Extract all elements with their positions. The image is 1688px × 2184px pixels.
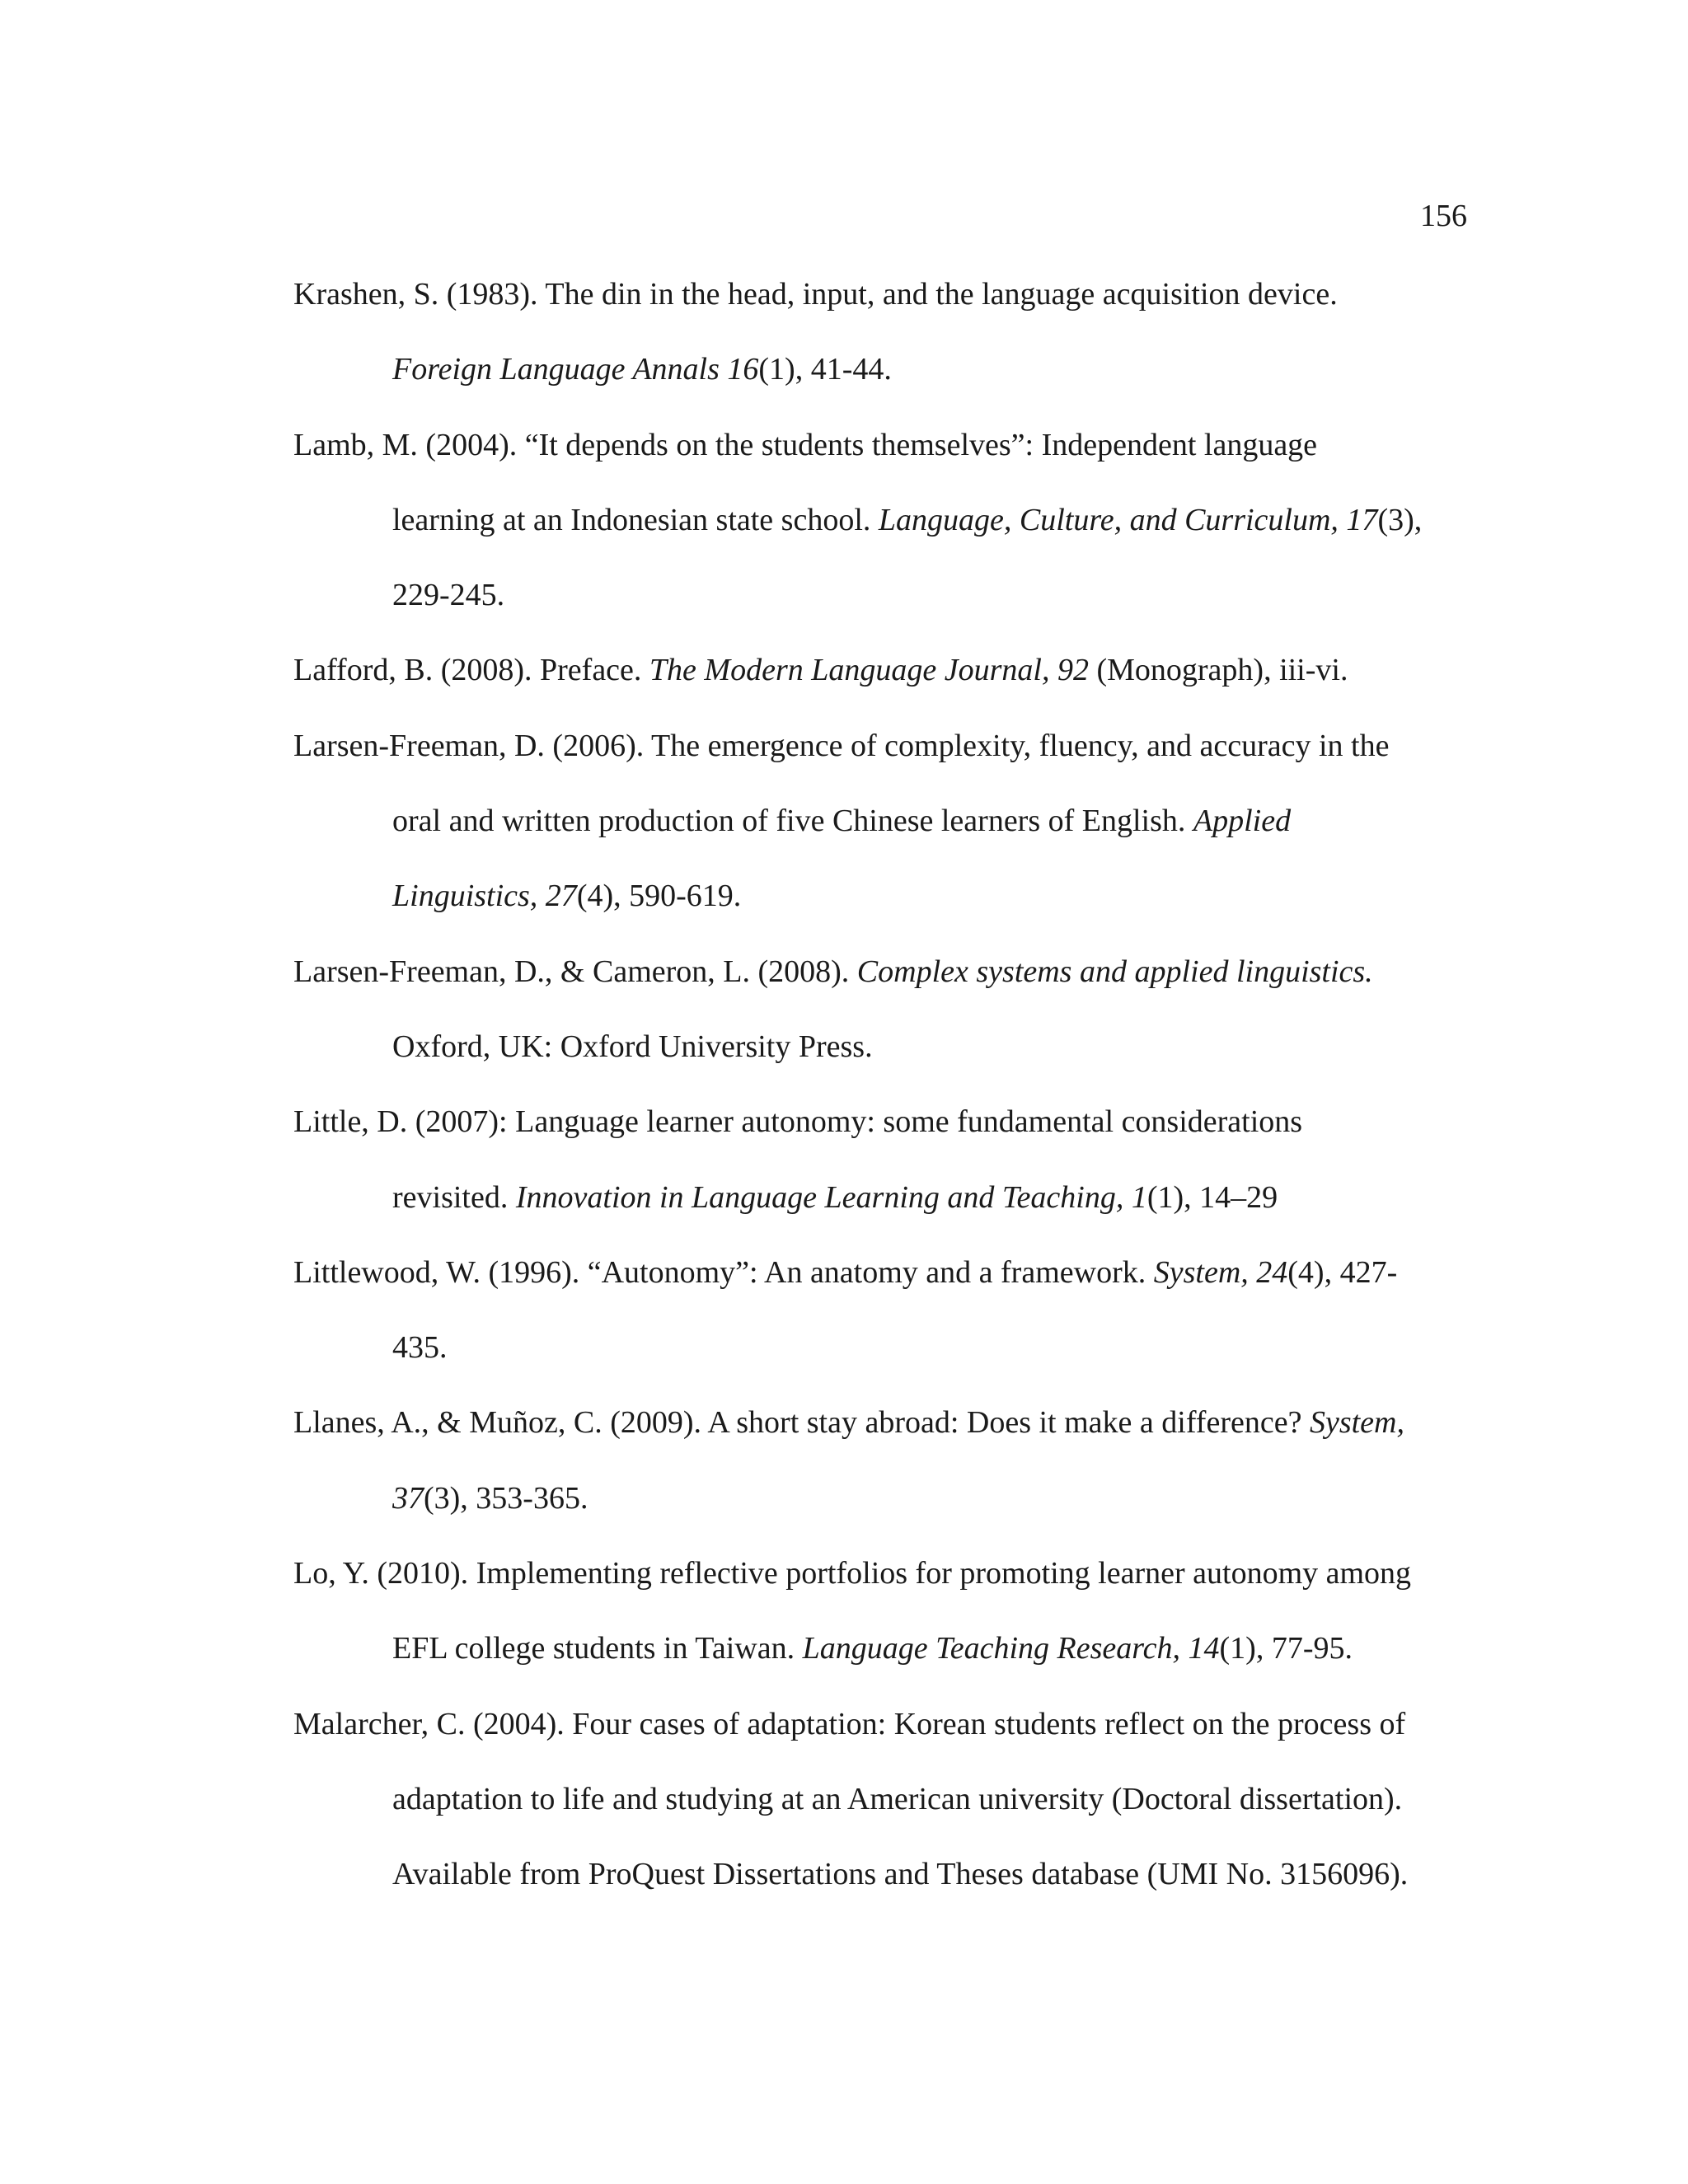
reference-line [293, 1611, 1480, 1686]
reference-text: Littlewood, W. (1996). “Autonomy”: An anatomy and a framework. [293, 1254, 1154, 1290]
reference-text: adaptation to life and studying at an American university (Doctoral dissertation). [392, 1781, 1403, 1816]
reference-text: (4), 427- [1287, 1254, 1398, 1290]
reference-entry [293, 1536, 1480, 1687]
reference-italic-text: Foreign Language Annals 16 [392, 352, 759, 387]
reference-text: Lamb, M. (2004). “It depends on the students themselves”: Independent language [293, 427, 1318, 462]
reference-list [293, 257, 1480, 1913]
reference-line [293, 633, 1480, 708]
reference-line [293, 1010, 1480, 1085]
reference-line [293, 332, 1480, 407]
reference-text: Available from ProQuest Dissertations and Theses database (UMI No. 3156096). [392, 1857, 1409, 1892]
reference-italic-text: Complex systems and applied linguistics. [856, 954, 1373, 989]
reference-line [293, 1837, 1480, 1912]
reference-text: Lo, Y. (2010). Implementing reflective portfolios for promoting learner autonomy among [293, 1556, 1412, 1591]
reference-line [293, 1385, 1480, 1460]
reference-text: 435. [392, 1330, 448, 1366]
reference-entry [293, 257, 1480, 408]
reference-text: (3), 353-365. [424, 1480, 588, 1516]
reference-entry [293, 1385, 1480, 1536]
reference-text: Little, D. (2007): Language learner autonomy: some fundamental considerations [293, 1104, 1303, 1140]
reference-entry [293, 408, 1480, 634]
reference-entry [293, 1235, 1480, 1386]
reference-text: (1), 77-95. [1219, 1631, 1353, 1666]
reference-text: revisited. [392, 1179, 516, 1215]
reference-line [293, 558, 1480, 633]
reference-text: 229-245. [392, 578, 505, 613]
reference-italic-text: System, 24 [1153, 1254, 1288, 1290]
reference-text: Oxford, UK: Oxford University Press. [392, 1029, 873, 1064]
reference-line [293, 1687, 1480, 1762]
reference-entry [293, 1085, 1480, 1235]
page-number: 156 [1420, 199, 1467, 233]
reference-text: oral and written production of five Chinese learners of English. [392, 804, 1193, 839]
reference-line [293, 784, 1480, 859]
reference-text: (1), 41-44. [758, 352, 892, 387]
reference-line [293, 859, 1480, 934]
reference-entry [293, 935, 1480, 1085]
reference-text: Llanes, A., & Muñoz, C. (2009). A short stay abroad: Does it make a difference? [293, 1405, 1310, 1441]
reference-line [293, 408, 1480, 483]
reference-text: EFL college students in Taiwan. [392, 1631, 803, 1666]
reference-line [293, 709, 1480, 784]
reference-text: (4), 590-619. [576, 879, 742, 914]
reference-line [293, 257, 1480, 332]
reference-text: Lafford, B. (2008). Preface. [293, 653, 649, 688]
reference-entry [293, 633, 1480, 708]
reference-text: (3), [1377, 502, 1423, 537]
reference-line [293, 1536, 1480, 1611]
reference-italic-text: 37 [392, 1480, 424, 1516]
reference-italic-text: Language, Culture, and Curriculum, 17 [878, 502, 1378, 537]
reference-line [293, 935, 1480, 1010]
reference-text: Larsen-Freeman, D., & Cameron, L. (2008). [293, 954, 857, 989]
reference-line [293, 483, 1480, 558]
reference-italic-text: The Modern Language Journal, 92 [649, 653, 1089, 688]
reference-text: Larsen-Freeman, D. (2006). The emergence of complexity, fluency, and accuracy in the [293, 728, 1390, 763]
reference-entry [293, 709, 1480, 935]
reference-text: Krashen, S. (1983). The din in the head, input, and the language acquisition device. [293, 277, 1338, 312]
reference-text: (1), 14–29 [1146, 1179, 1278, 1215]
reference-italic-text: System, [1309, 1405, 1404, 1441]
reference-text: Malarcher, C. (2004). Four cases of adaptation: Korean students reflect on the process of [293, 1706, 1406, 1741]
reference-italic-text: Applied [1193, 804, 1292, 839]
reference-line [293, 1235, 1480, 1310]
reference-text: (Monograph), iii-vi. [1088, 653, 1348, 688]
reference-text: learning at an Indonesian state school. [392, 502, 879, 537]
reference-line [293, 1310, 1480, 1385]
reference-italic-text: Innovation in Language Learning and Teaching, 1 [515, 1179, 1147, 1215]
reference-line [293, 1160, 1480, 1235]
reference-entry [293, 1687, 1480, 1913]
reference-italic-text: Language Teaching Research, 14 [802, 1631, 1220, 1666]
reference-line [293, 1085, 1480, 1160]
reference-line [293, 1762, 1480, 1837]
reference-italic-text: Linguistics, 27 [392, 879, 577, 914]
reference-line [293, 1461, 1480, 1536]
